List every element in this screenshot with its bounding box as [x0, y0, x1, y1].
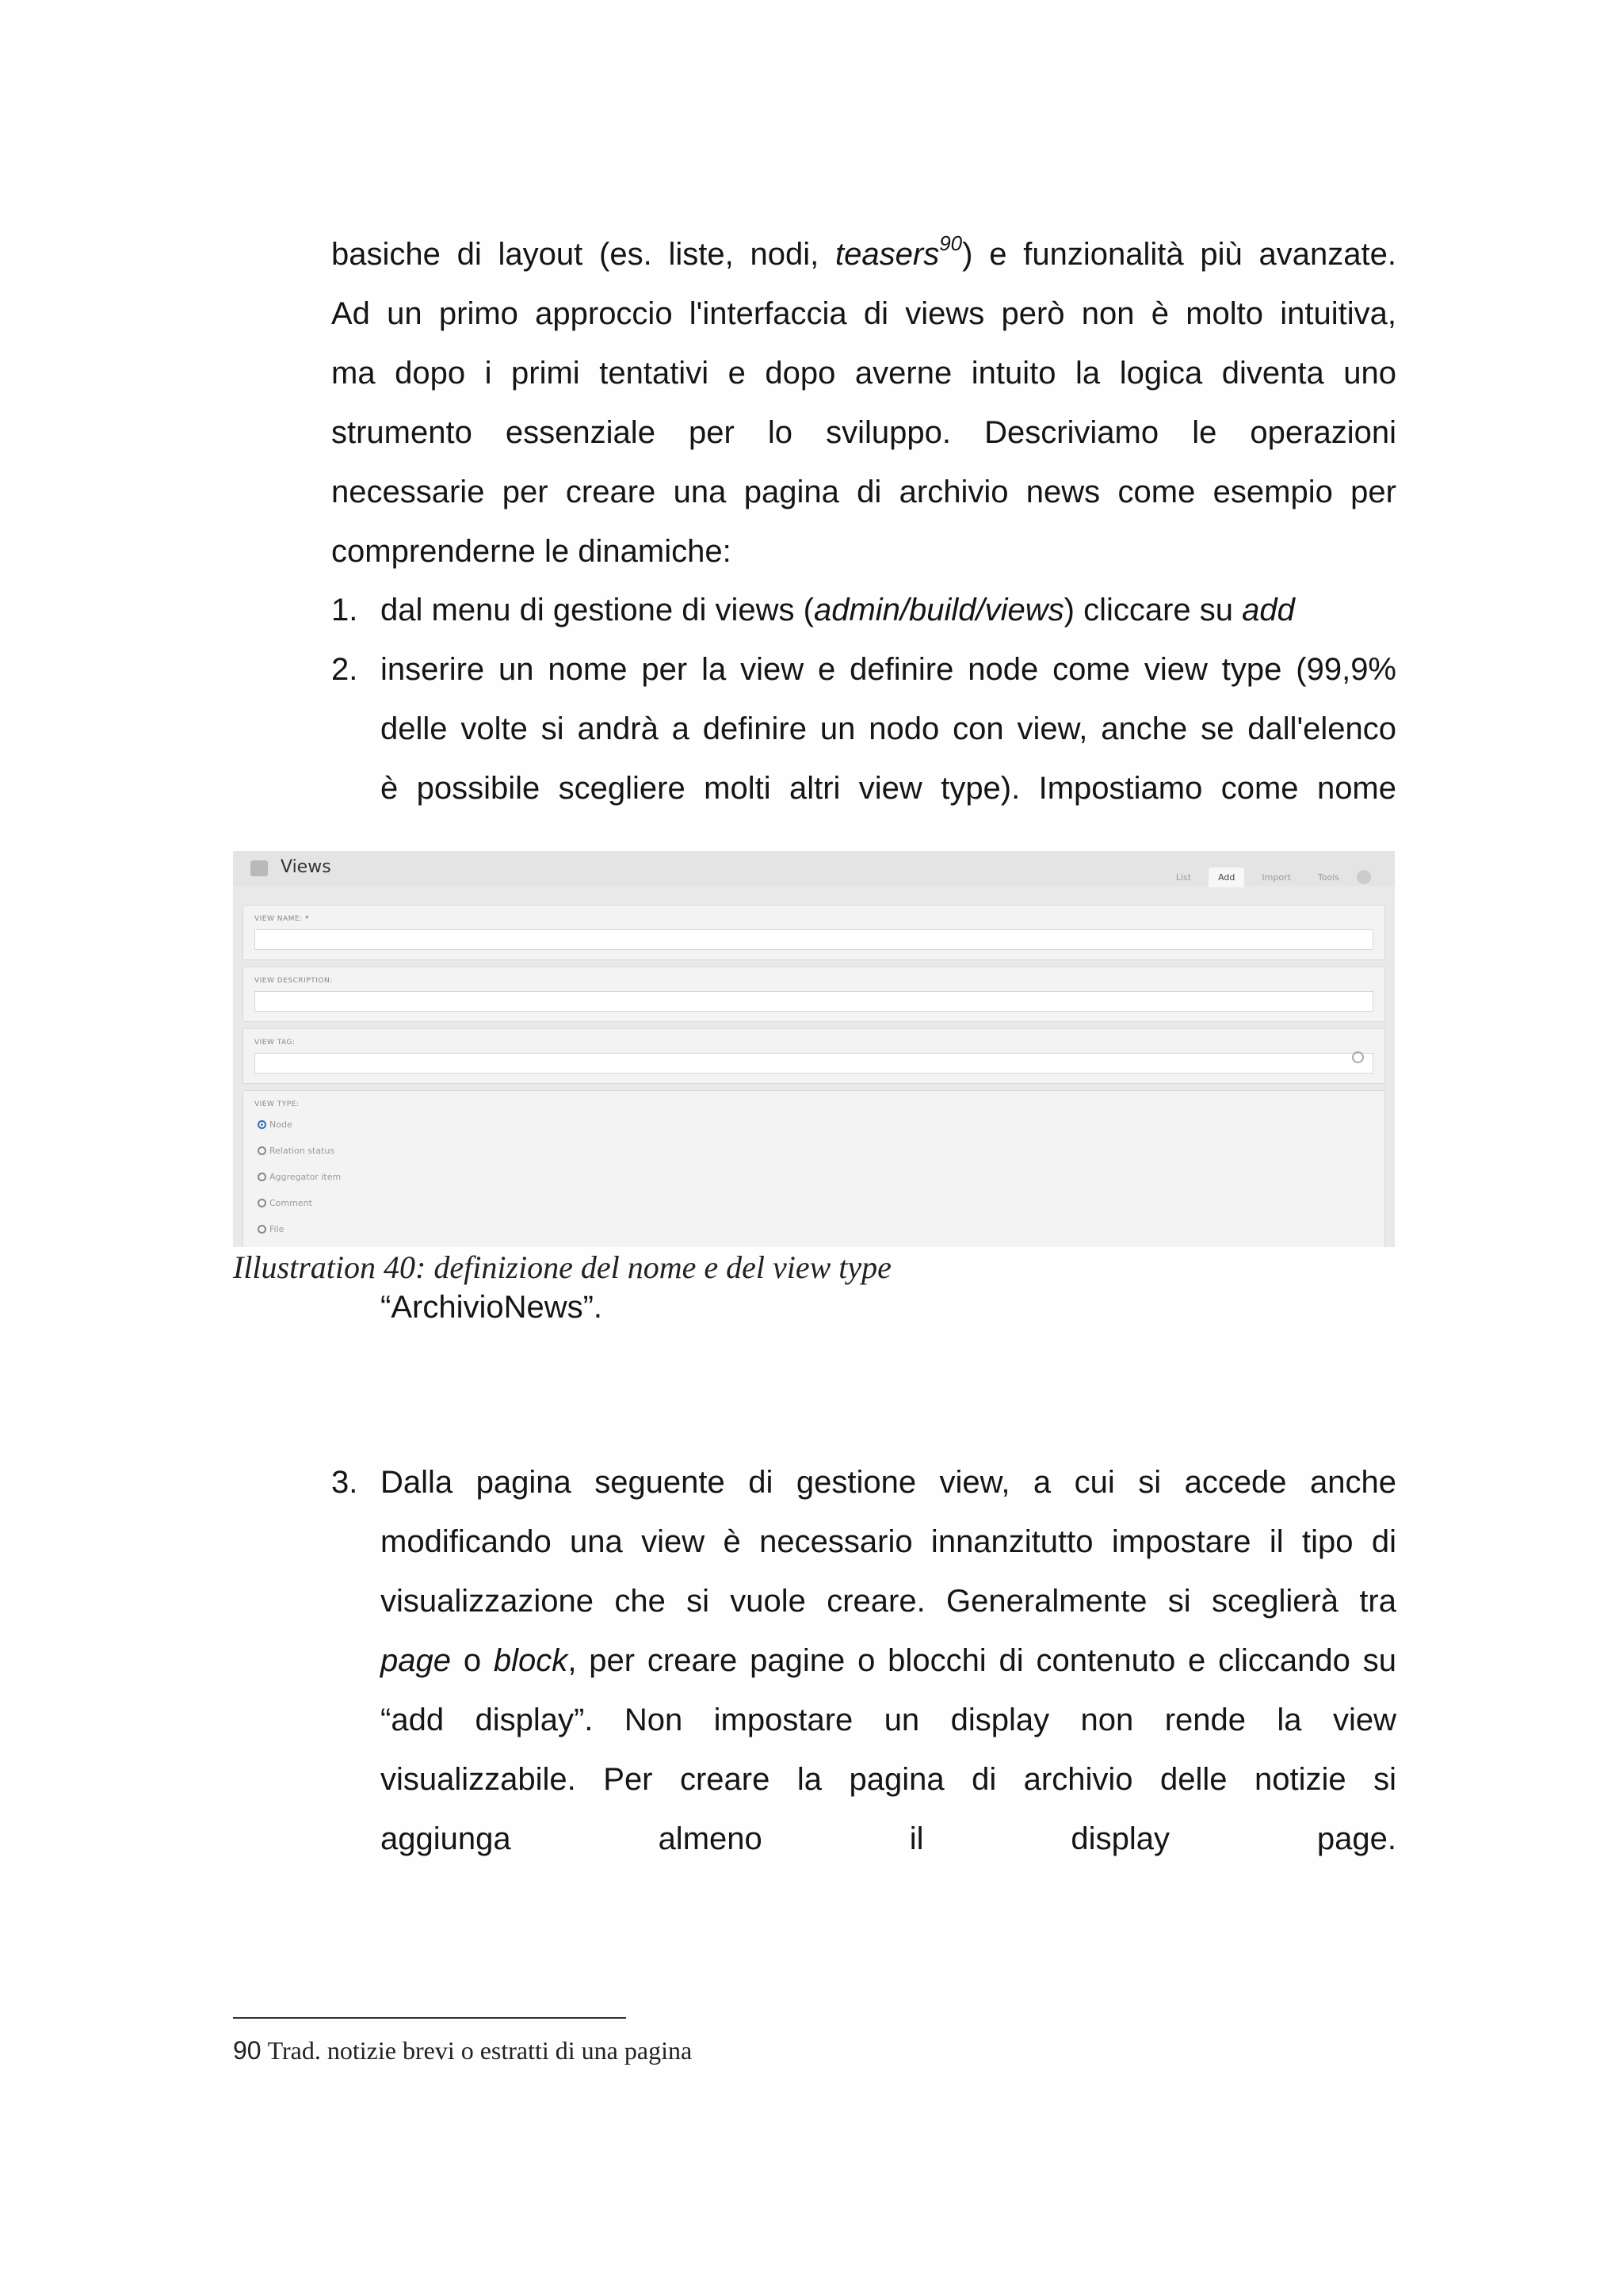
radio-option-aggregator-item[interactable] — [258, 1172, 341, 1182]
text-segment: dal menu di gestione di views ( — [380, 593, 814, 627]
radio-icon[interactable] — [258, 1225, 266, 1234]
view-description-input[interactable] — [254, 991, 1373, 1012]
list-number: 1. — [331, 593, 358, 627]
tab-import[interactable]: Import — [1262, 871, 1291, 883]
list-item-line: visualizzazione che si vuole creare. Generalmente si sceglierà tra — [380, 1584, 1396, 1619]
footnote-text: Trad. notizie brevi o estratti di una pagina — [267, 2036, 693, 2065]
emphasis-text: teasers — [835, 237, 940, 272]
emphasis-text: block — [493, 1643, 568, 1678]
paragraph-line: necessarie per creare una pagina di archivio news come esempio per — [331, 475, 1396, 509]
footnote-number: 90 — [233, 2036, 262, 2065]
view-name-label — [254, 915, 309, 923]
list-item-line: modificando una view è necessario innanzitutto impostare il tipo di — [380, 1524, 1396, 1559]
screenshot-tabs — [1167, 865, 1371, 889]
radio-label: Comment — [269, 1198, 312, 1208]
view-type-panel — [242, 1090, 1385, 1247]
figure-caption: Illustration 40: definizione del nome e del view type — [233, 1249, 892, 1285]
view-name-panel — [242, 905, 1385, 960]
paragraph-line: Ad un primo approccio l'interfaccia di views però non è molto intuitiva, — [331, 296, 1396, 331]
radio-icon[interactable] — [258, 1173, 266, 1181]
view-tag-label: VIEW TAG: — [254, 1039, 296, 1047]
radio-label: Aggregator item — [269, 1172, 342, 1182]
text-segment: , per creare pagine o blocchi di contenuto e cliccando su — [567, 1643, 1396, 1678]
paragraph-line: ma dopo i primi tentativi e dopo averne intuito la logica diventa uno — [331, 356, 1396, 391]
views-screenshot — [233, 851, 1395, 1247]
view-description-label: VIEW DESCRIPTION: — [254, 977, 333, 985]
paragraph-line: comprenderne le dinamiche: — [331, 534, 731, 569]
paragraph-line — [331, 232, 1396, 277]
radio-option-comment[interactable] — [258, 1198, 312, 1208]
tab-list[interactable]: List — [1175, 871, 1192, 883]
label-text: VIEW NAME: — [254, 915, 303, 923]
text-segment: ) e funzionalità più avanzate. — [962, 237, 1396, 272]
radio-option-file[interactable] — [258, 1224, 284, 1234]
radio-icon[interactable] — [258, 1146, 266, 1155]
list-item-line: “ArchivioNews”. — [380, 1290, 603, 1325]
emphasis-text: admin/build/views — [813, 593, 1064, 627]
list-item-line: inserire un nome per la view e definire node come view type (99,9% — [380, 652, 1396, 687]
radio-label: Relation status — [269, 1146, 335, 1156]
text-segment: o — [450, 1643, 494, 1678]
view-description-panel — [242, 967, 1385, 1022]
radio-icon[interactable] — [258, 1199, 266, 1207]
text-segment: ) cliccare su — [1064, 593, 1243, 627]
tab-tools[interactable]: Tools — [1317, 871, 1339, 883]
list-item-line: visualizzabile. Per creare la pagina di archivio delle notizie si — [380, 1762, 1396, 1797]
list-item-line: è possibile scegliere molti altri view type). Impostiamo come nome — [380, 771, 1396, 806]
list-item-line: “add display”. Non impostare un display non rende la view — [380, 1703, 1396, 1737]
radio-checked-icon[interactable] — [258, 1120, 266, 1129]
list-item-line — [380, 1638, 1396, 1683]
screenshot-title: Views — [281, 857, 331, 877]
help-icon[interactable] — [1357, 870, 1371, 884]
list-number: 3. — [331, 1465, 358, 1500]
required-mark: * — [305, 915, 310, 923]
emphasis-text: page — [380, 1643, 451, 1678]
footnote-reference[interactable]: 90 — [939, 231, 963, 255]
emphasis-text: add — [1242, 593, 1295, 627]
paragraph-line: strumento essenziale per lo sviluppo. Descriviamo le operazioni — [331, 415, 1396, 450]
radio-label: Node — [269, 1119, 292, 1130]
radio-option-relation-status[interactable] — [258, 1146, 334, 1156]
list-item-line: delle volte si andrà a definire un nodo con view, anche se dall'elenco — [380, 711, 1396, 746]
autocomplete-icon — [1352, 1051, 1364, 1063]
view-tag-input[interactable] — [254, 1053, 1373, 1074]
radio-option-node[interactable] — [258, 1119, 292, 1130]
view-name-input[interactable] — [254, 929, 1373, 950]
footnote — [233, 2033, 692, 2068]
text-segment: basiche di layout (es. liste, nodi, — [331, 237, 836, 272]
list-item-line: aggiunga almeno il display page. — [380, 1821, 1396, 1856]
list-item-line — [380, 588, 1396, 632]
radio-label: File — [269, 1224, 285, 1234]
home-icon — [250, 860, 268, 876]
footnote-divider — [233, 2017, 626, 2019]
view-type-label: VIEW TYPE: — [254, 1100, 300, 1108]
tab-add[interactable]: Add — [1209, 868, 1244, 887]
list-item-line: Dalla pagina seguente di gestione view, a cui si accede anche — [380, 1465, 1396, 1500]
view-tag-panel — [242, 1028, 1385, 1084]
list-number: 2. — [331, 652, 358, 687]
